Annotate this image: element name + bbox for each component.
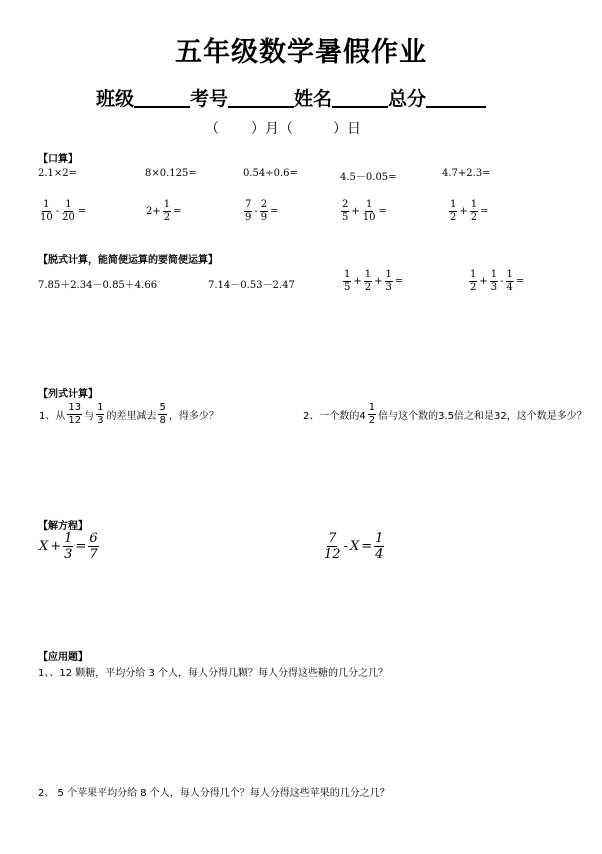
word-problem-1: 1、、12 颗糖，平均分给 3 个人，每人分得几颗？每人分得这些糖的几分之几？ xyxy=(38,668,388,679)
column-question-1: 1、从 $\frac{13}{12}$ 与 $\frac{1}{3}$ 的差里减去 $\frac{5}{8}$ ，得多少？ xyxy=(39,402,219,426)
date-month: ）月（ xyxy=(251,121,293,137)
date-day: ）日 xyxy=(333,121,361,137)
class-blank[interactable] xyxy=(134,88,190,108)
date-open: （ xyxy=(205,121,219,137)
score-blank[interactable] xyxy=(426,88,486,108)
oral-fraction-2: 2+ $\frac{1}{2}$ = xyxy=(146,199,182,223)
oral-item-3: 0.54÷0.6= xyxy=(243,168,298,179)
score-label: 总分 xyxy=(388,88,427,110)
steps-item-4: $\frac{1}{2}$ + $\frac{1}{3}$ - $\frac{1}{4}$ = xyxy=(470,269,525,293)
section-heading-column: 【列式计算】 xyxy=(38,389,98,400)
oral-item-1: 2.1×2= xyxy=(38,168,78,179)
steps-item-3: $\frac{1}{5}$ + $\frac{1}{2}$ + $\frac{1}{3}$ = xyxy=(344,269,404,293)
column-question-2: 2、一个数的4 $\frac{1}{2}$ 倍与这个数的3.5倍之和是32，这个数是多少？ xyxy=(303,402,587,426)
section-heading-oral: 【口算】 xyxy=(38,154,78,165)
exam-no-blank[interactable] xyxy=(228,88,294,108)
date-line xyxy=(205,118,361,138)
exam-no-label: 考号 xyxy=(190,88,229,110)
equation-1: X + $\frac{1}{3}$ = $\frac{6}{7}$ xyxy=(39,531,98,562)
oral-item-4: 4.5－0.05= xyxy=(340,172,397,183)
oral-fraction-5: $\frac{1}{2}$ + $\frac{1}{2}$ = xyxy=(450,199,489,223)
oral-fraction-1: $\frac{1}{10}$ - $\frac{1}{20}$ = xyxy=(40,199,87,223)
page-title: 五年级数学暑假作业 xyxy=(175,37,427,68)
section-heading-word: 【应用题】 xyxy=(38,652,88,663)
word-problem-2: 2、 5 个苹果平均分给 8 个人，每人分得几个？每人分得这些苹果的几分之几？ xyxy=(38,788,390,799)
section-heading-equation: 【解方程】 xyxy=(38,521,88,532)
oral-item-2: 8×0.125= xyxy=(145,168,197,179)
student-info-line xyxy=(96,84,486,111)
steps-item-1: 7.85＋2.34－0.85＋4.66 xyxy=(38,280,158,291)
steps-item-2: 7.14－0.53－2.47 xyxy=(208,280,295,291)
oral-fraction-3: $\frac{7}{9}$ - $\frac{2}{9}$ = xyxy=(245,199,279,223)
section-heading-steps: 【脱式计算，能简便运算的要简便运算】 xyxy=(38,255,218,266)
equation-2: $\frac{7}{12}$ - X = $\frac{1}{4}$ xyxy=(324,531,384,562)
oral-item-5: 4.7+2.3= xyxy=(442,168,491,179)
name-label: 姓名 xyxy=(294,88,333,110)
oral-fraction-4: $\frac{2}{5}$ + $\frac{1}{10}$ = xyxy=(342,199,387,223)
class-label: 班级 xyxy=(96,88,135,110)
name-blank[interactable] xyxy=(332,88,388,108)
